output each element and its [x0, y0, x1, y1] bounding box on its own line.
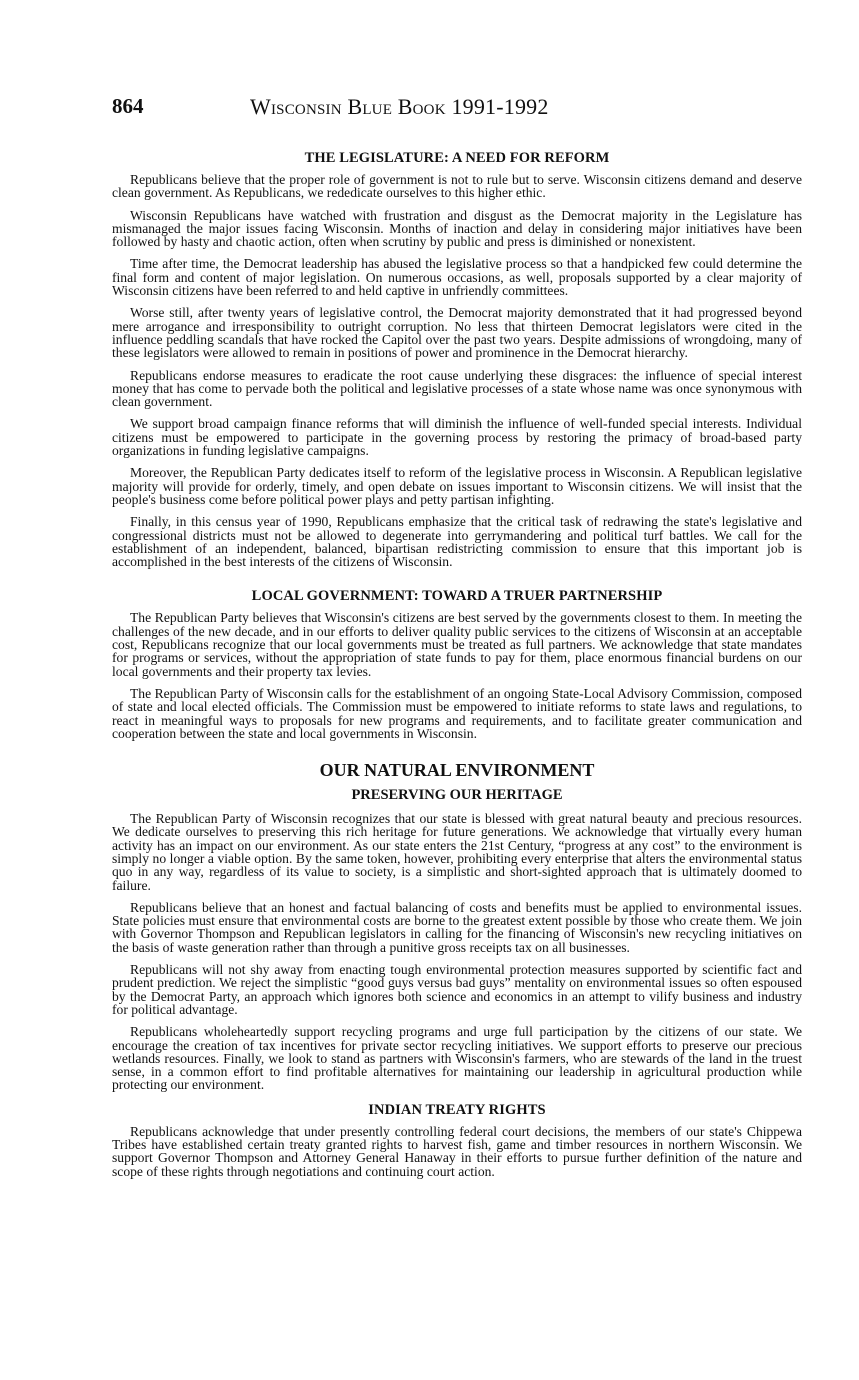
page-number: 864 — [112, 94, 144, 118]
section-indian-treaty-rights — [112, 1102, 802, 1178]
running-head: Wisconsin Blue Book 1991-1992 — [250, 94, 549, 119]
paragraph: Republicans believe that an honest and factual balancing of costs and benefits must be applied to environmental issues. State policies must ensure that environmental costs are borne to the greatest extent possible by those who create them. We join with Governor Thompson and Republican legislators in calling for the financing of Wisconsin's new recycling initiatives on the basis of waste generation rather than through a punitive gross receipts tax on all businesses. — [112, 899, 802, 955]
paragraph: The Republican Party believes that Wisconsin's citizens are best served by the governments closest to them. In meeting the challenges of the new decade, and in our efforts to deliver quality public services to the citizens of Wisconsin at an acceptable cost, Republicans recognize that our local governments must be treated as full partners. We acknowledge that state mandates for programs or services, without the appropriation of state funds to pay for them, place enormous financial burdens on our local governments and their property tax levies. — [112, 610, 802, 679]
section-heading: THE LEGISLATURE: A NEED FOR REFORM — [304, 150, 610, 166]
paragraph: Moreover, the Republican Party dedicates itself to reform of the legislative process in Wisconsin. A Republican legislative majority will provide for orderly, timely, and open debate on issues important to Wisconsin citizens. We will insist that the people's business come before political power plays and petty partisan infighting. — [112, 465, 802, 507]
paragraph: Worse still, after twenty years of legislative control, the Democrat majority demonstrated that it had progressed beyond mere arrogance and irresponsibility to outright corruption. No less that thirteen Democrat legislators were cited in the influence peddling scandals that have rocked the Capitol over the past two years. Despite admissions of wrongdoing, many of these legislators were allowed to remain in positions of power and prominence in the Democrat hierarchy. — [112, 305, 802, 361]
section-heading: LOCAL GOVERNMENT: TOWARD A TRUER PARTNERSHIP — [251, 588, 663, 605]
paragraph: Republicans wholeheartedly support recycling programs and urge full participation by the citizens of our state. We encourage the creation of tax incentives for private sector recycling initiatives. We support efforts to preserve our precious wetlands resources. Finally, we look to stand as partners with Wisconsin's farmers, who are stewards of the land in the truest sense, in a common effort to find profitable alternatives for maintaining our leadership in agricultural production while protecting our environment. — [112, 1024, 802, 1093]
paragraph: Republicans acknowledge that under presently controlling federal court decisions, the members of our state's Chippewa Tribes have established certain treaty granted rights to harvest fish, game and timber resources in northern Wisconsin. We support Governor Thompson and Attorney General Hanaway in their efforts to pursue further definition of the nature and scope of these rights through negotiations and continuing court action. — [112, 1123, 802, 1179]
paragraph: Finally, in this census year of 1990, Republicans emphasize that the critical task of redrawing the state's legislative and congressional districts must not be allowed to degenerate into gerrymandering and political turf battles. We call for the establishment of an independent, balanced, bipartisan redistricting commission to ensure that this important job is accomplished in the best interests of the citizens of Wisconsin. — [112, 514, 802, 570]
paragraph: We support broad campaign finance reforms that will diminish the influence of well-funded special interests. Individual citizens must be empowered to participate in the governing process by restoring the primacy of broad-based party organizations in funding legislative campaigns. — [112, 416, 802, 459]
paragraph: Republicans will not shy away from enacting tough environmental protection measures supported by scientific fact and prudent prediction. We reject the simplistic “good guys versus bad guys” mentality on environmental issues so often espoused by the Democrat Party, an approach which ignores both science and economics in an attempt to vilify business and industry for political advantage. — [112, 962, 802, 1017]
subheading: PRESERVING OUR HERITAGE — [351, 787, 563, 804]
paragraph: Republicans endorse measures to eradicate the root cause underlying these disgraces: the influence of special interest money that has come to pervade both the political and legislative processes of a state whose name was once synonymous with clean government. — [112, 367, 802, 410]
document-page — [112, 94, 802, 1187]
paragraph: Wisconsin Republicans have watched with frustration and disgust as the Democrat majority in the Legislature has mismanaged the major issues facing Wisconsin. Months of inaction and delay in considering major initiatives have been followed by hasty and chaotic action, often when scrutiny by public and press is diminished or nonexistent. — [112, 207, 802, 250]
paragraph: Time after time, the Democrat leadership has abused the legislative process so that a handpicked few could determine the final form and content of major legislation. On numerous occasions, as well, proposals supported by a clear majority of Wisconsin citizens have been referred to and held captive in unfriendly committees. — [112, 256, 802, 299]
paragraph: The Republican Party of Wisconsin recognizes that our state is blessed with great natural beauty and precious resources. We dedicate ourselves to preserving this rich heritage for future generations. We acknowledge that virtually every human activity has an impact on our environment. As our state enters the 21st Century, “progress at any cost” to the environment is simply no longer a viable option. By the same token, however, prohibiting every enterprise that alters the environmental status quo in any way, regardless of its value to society, is a simplistic and short-sighted approach that is ultimately doomed to failure. — [112, 811, 802, 893]
paragraph: Republicans believe that the proper role of government is not to rule but to serve. Wisconsin citizens demand and deserve clean government. As Republicans, we rededicate ourselves to this higher ethic. — [112, 172, 802, 201]
section-environment — [112, 760, 802, 1092]
page-header — [112, 94, 802, 128]
paragraph: The Republican Party of Wisconsin calls for the establishment of an ongoing State-Local Advisory Commission, composed of state and local elected officials. The Commission must be empowered to initiate reforms to state laws and regulations, to react in meaningful ways to proposals for new programs and requirements, and to facilitate greater communication and cooperation between the state and local governments in Wisconsin. — [112, 685, 802, 741]
section-heading: INDIAN TREATY RIGHTS — [368, 1101, 546, 1118]
section-legislature — [112, 150, 802, 568]
section-local-government — [112, 588, 802, 740]
major-heading: OUR NATURAL ENVIRONMENT — [319, 760, 595, 781]
